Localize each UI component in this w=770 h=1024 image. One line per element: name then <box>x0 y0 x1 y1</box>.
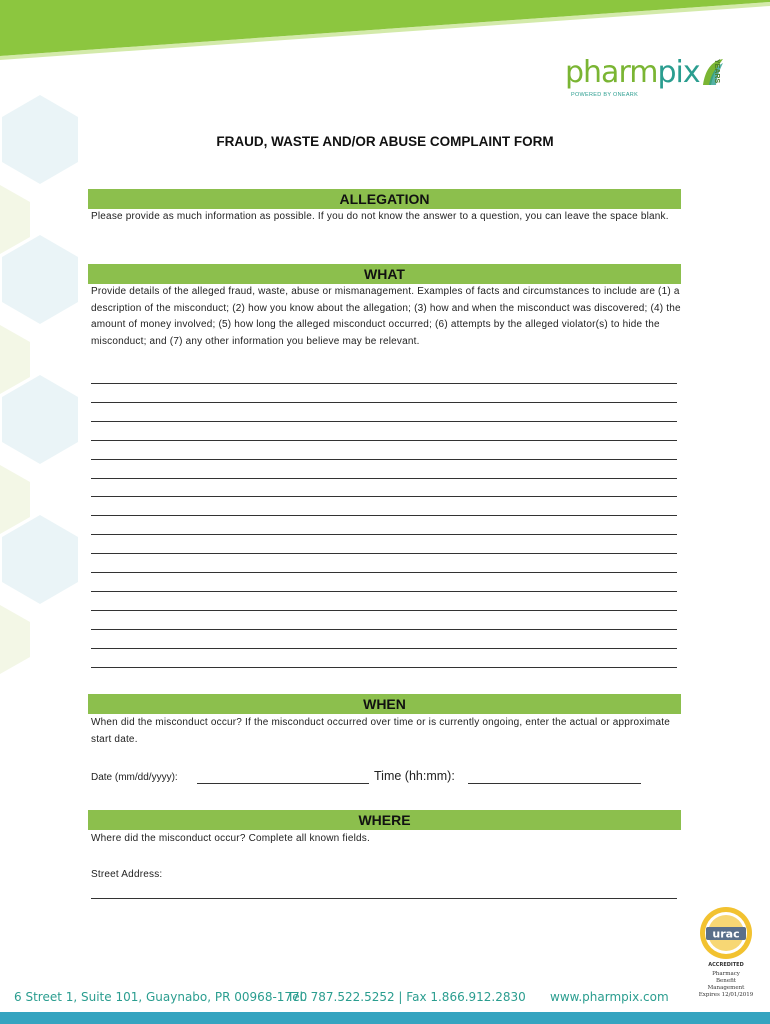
urac-program-1: Pharmacy <box>712 971 740 977</box>
what-answer-line[interactable] <box>91 629 677 630</box>
time-label: Time (hh:mm): <box>374 769 455 783</box>
what-answer-line[interactable] <box>91 553 677 554</box>
what-answer-line[interactable] <box>91 515 677 516</box>
when-heading: WHEN <box>88 694 681 714</box>
decorative-hexagon-pattern <box>0 90 80 690</box>
what-answer-line[interactable] <box>91 667 677 668</box>
what-answer-line[interactable] <box>91 440 677 441</box>
urac-program-3: Management <box>707 985 745 991</box>
when-fields <box>91 768 681 788</box>
where-instructions: Where did the misconduct occur? Complete all known fields. <box>91 833 370 844</box>
urac-accreditation-seal <box>695 905 757 1005</box>
footer-address: 6 Street 1, Suite 101, Guaynabo, PR 00968-1770 <box>14 990 308 1004</box>
street-address-label: Street Address: <box>91 869 163 880</box>
what-heading: WHAT <box>88 264 681 284</box>
street-address-input-line[interactable] <box>91 898 677 899</box>
when-instructions: When did the misconduct occur? If the misconduct occurred over time or is currently ongoing, enter the actual or approximate start date. <box>91 717 670 745</box>
what-answer-line[interactable] <box>91 421 677 422</box>
date-label: Date (mm/dd/yyyy): <box>91 772 178 783</box>
what-answer-line[interactable] <box>91 478 677 479</box>
what-answer-line[interactable] <box>91 496 677 497</box>
allegation-heading: ALLEGATION <box>88 189 681 209</box>
header-green-banner <box>0 0 770 60</box>
pharmpix-logo <box>565 55 730 105</box>
urac-program-2: Benefit <box>716 978 736 984</box>
years-leaf-icon <box>699 57 725 87</box>
time-input-line[interactable] <box>468 783 641 784</box>
date-input-line[interactable] <box>197 783 369 784</box>
footer-phone-fax: Tel. 787.522.5252 | Fax 1.866.912.2830 <box>287 990 526 1004</box>
what-answer-line[interactable] <box>91 591 677 592</box>
what-answer-line[interactable] <box>91 610 677 611</box>
what-answer-line[interactable] <box>91 572 677 573</box>
logo-years-text: YEARS <box>713 59 720 84</box>
urac-status: ACCREDITED <box>708 962 744 968</box>
what-answer-line[interactable] <box>91 402 677 403</box>
urac-seal-icon <box>698 905 754 961</box>
what-answer-line[interactable] <box>91 648 677 649</box>
what-answer-line[interactable] <box>91 383 677 384</box>
urac-seal-text: urac <box>712 927 740 941</box>
footer-blue-bar <box>0 1012 770 1024</box>
logo-tagline: POWERED BY ONEARK <box>571 92 639 98</box>
what-instructions: Provide details of the alleged fraud, waste, abuse or mismanagement. Examples of facts and circumstances to include are (1) a description of the misconduct; (2) how you know about the allegation; (3) how and when the misconduct was discovered; (4) the amount of money involved; (5) how long the alleged misconduct occurred; (6) attempts by the alleged violator(s) to hide the misconduct; and (7) any other information you believe may be relevant. <box>91 286 681 347</box>
what-answer-line[interactable] <box>91 534 677 535</box>
footer-website[interactable]: www.pharmpix.com <box>550 990 669 1004</box>
allegation-instructions: Please provide as much information as possible. If you do not know the answer to a question, you can leave the space blank. <box>91 211 669 222</box>
logo-accent-text: pix <box>657 55 700 90</box>
logo-wordmark <box>565 55 700 90</box>
form-title: FRAUD, WASTE AND/OR ABUSE COMPLAINT FORM <box>216 134 554 149</box>
urac-expiry: Expires 12/01/2019 <box>698 992 754 998</box>
what-answer-line[interactable] <box>91 459 677 460</box>
logo-main-text: pharm <box>565 55 658 90</box>
where-heading: WHERE <box>88 810 681 830</box>
